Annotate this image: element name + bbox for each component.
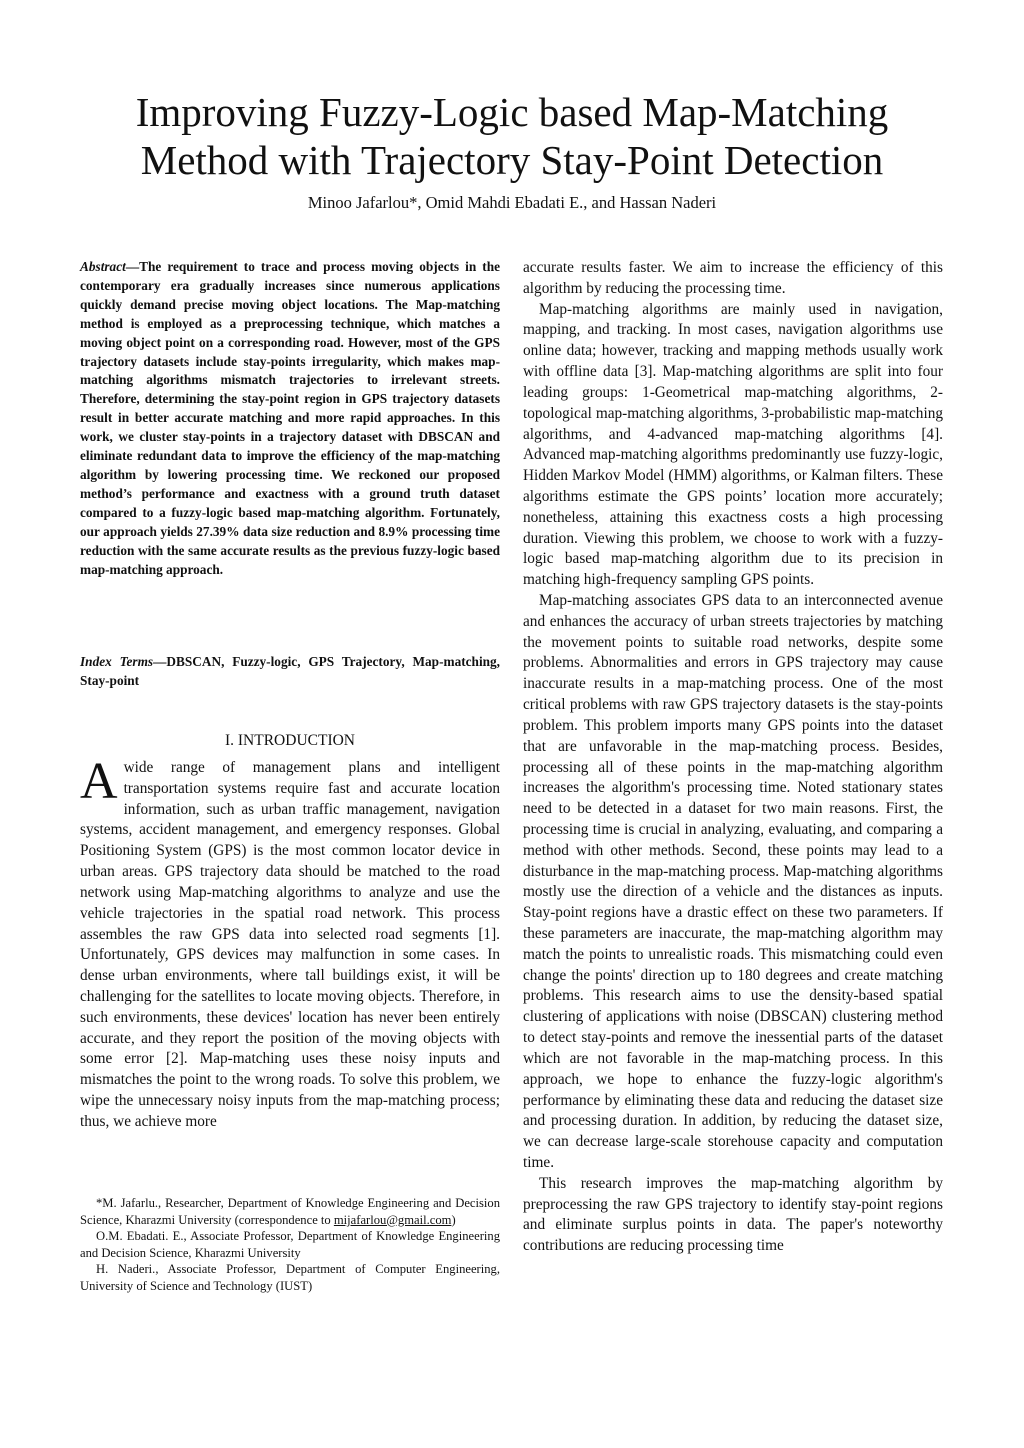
title-line-2: Method with Trajectory Stay-Point Detection xyxy=(140,137,884,183)
footnote-2: O.M. Ebadati. E., Associate Professor, Department of Knowledge Engineering and Decision Science, Kharazmi University xyxy=(80,1229,500,1260)
index-terms-text: —DBSCAN, Fuzzy-logic, GPS Trajectory, Map-matching, Stay-point xyxy=(80,654,501,688)
footnote-1 xyxy=(80,1195,500,1228)
drop-cap: A xyxy=(80,753,118,810)
abstract-text: —The requirement to trace and process moving objects in the contemporary era gradually increases since numerous applications quickly demand precise moving object locations. The Map-matching method is employed as a preprocessing technique, which matches a moving object point on a corresponding road. However, most of the GPS trajectory datasets include stay-points irregularity, which makes map-matching algorithms mismatch trajectories to irrelevant streets. Therefore, determining the stay-point region in GPS trajectory datasets result in better accurate matching and more rapid approaches. In this work, we cluster stay-points in a trajectory dataset with DBSCAN and eliminate redundant data to improve the efficiency of the map-matching algorithm by lowering processing time. We reckoned our proposed method’s performance and exactness with a ground truth dataset compared to a fuzzy-logic based map-matching algorithm. Fortunately, our approach yields 27.39% data size reduction and 8.9% processing time reduction with the same accurate results as the previous fuzzy-logic based map-matching approach. xyxy=(80,259,500,577)
footnotes xyxy=(80,1195,500,1295)
section-heading-introduction: I. INTRODUCTION xyxy=(224,732,355,749)
index-terms xyxy=(80,653,500,691)
footnote-1-text: *M. Jafarlu., Researcher, Department of Knowledge Engineering and Decision Science, Kharazmi University (correspondence to xyxy=(80,1196,500,1227)
right-column-body xyxy=(523,258,943,1257)
paragraph-contributions: This research improves the map-matching algorithm by preprocessing the raw GPS trajectory to identify stay-point regions and eliminate surplus points in data. The paper's noteworthy contributions are reducing processing time xyxy=(523,1174,943,1255)
abstract-label: Abstract xyxy=(80,259,126,274)
abstract xyxy=(80,258,500,579)
intro-paragraph: wide range of management plans and intelligent transportation systems require fast and accurate location information, such as urban traffic management, navigation systems, accident management, and emergency responses. Global Positioning System (GPS) is the most common locator device in urban areas. GPS trajectory data should be matched to the road network using Map-matching algorithms to analyze and use the vehicle trajectories in the spatial road network. This process assembles the raw GPS data into selected road segments [1]. Unfortunately, GPS devices may malfunction in some cases. In dense urban environments, where tall buildings exist, it will be challenging for the satellites to locate moving objects. Therefore, in such environments, these devices' location has never been entirely accurate, and they report the position of the moving objects with some error [2]. Map-matching uses these noisy inputs and mismatches the point to the wrong roads. To solve this problem, we wipe the unnecessary noisy inputs from the map-matching process; thus, we achieve more xyxy=(80,759,500,1130)
author-list: Minoo Jafarlou*, Omid Mahdi Ebadati E., and Hassan Naderi xyxy=(307,193,717,212)
paragraph-map-matching-groups: Map-matching algorithms are mainly used in navigation, mapping, and tracking. In most cases, navigation algorithms use online data; however, tracking and mapping methods usually work with offline data [3]. Map-matching algorithms are split into four leading groups: 1-Geometrical map-matching algorithms, 2-topological map-matching algorithms, 3-probabilistic map-matching algorithms, and 4-advanced map-matching algorithms [4]. Advanced map-matching algorithms predominantly use fuzzy-logic, Hidden Markov Model (HMM) algorithms, or Kalman filters. These algorithms estimate the GPS points’ location more accurately; nonetheless, attaining this exactness costs a high processing duration. Viewing this problem, we choose to work with a fuzzy-logic based map-matching algorithm due to its precision in matching high-frequency sampling GPS points. xyxy=(523,300,943,589)
paragraph-continuation: accurate results faster. We aim to increase the efficiency of this algorithm by reducing the processing time. xyxy=(523,259,943,297)
correspondence-email-link[interactable]: mijafarlou@gmail.com xyxy=(333,1212,452,1227)
introduction-body xyxy=(80,753,500,1133)
footnote-3: H. Naderi., Associate Professor, Department of Computer Engineering, University of Science and Technology (IUST) xyxy=(80,1262,500,1293)
paragraph-stay-points: Map-matching associates GPS data to an interconnected avenue and enhances the accuracy of urban streets trajectories by matching the movement points to suitable road networks, despite some problems. Abnormalities and errors in GPS trajectory may cause inaccurate results in a map-matching process. One of the most critical problems with raw GPS trajectory datasets is the stay-points problem. This problem imports many GPS points into the dataset that are unfavorable in the map-matching process. Besides, processing all of these points in the map-matching algorithm increases the algorithm's processing time. Noted stationary states need to be detected in a dataset for two main reasons. First, the processing time is crucial in analyzing, evaluating, and comparing a method with other methods. Second, these points may lead to a disturbance in the map-matching process. Map-matching algorithms mostly use the direction of a vehicle and the distances as inputs. Stay-point regions have a drastic effect on these two parameters. If these parameters are inaccurate, the map-matching algorithm may match the points to unrealistic roads. This mismatching could even change the points' direction up to 180 degrees and create matching problems. This research aims to use the density-based spatial clustering of applications with noise (DBSCAN) clustering method to detect stay-points and remove the inessential parts of the dataset which are not favorable in the map-matching process. In this approach, we hope to enhance the fuzzy-logic algorithm's performance by eliminating these data and reducing the dataset size and processing duration. In addition, by reducing the dataset size, we can decrease large-scale storehouse capacity and computation time. xyxy=(523,592,943,1171)
paper-title xyxy=(60,88,964,184)
index-terms-label: Index Terms xyxy=(80,654,154,669)
title-line-1: Improving Fuzzy-Logic based Map-Matching xyxy=(135,89,889,135)
footnote-1-close: ) xyxy=(451,1212,456,1227)
